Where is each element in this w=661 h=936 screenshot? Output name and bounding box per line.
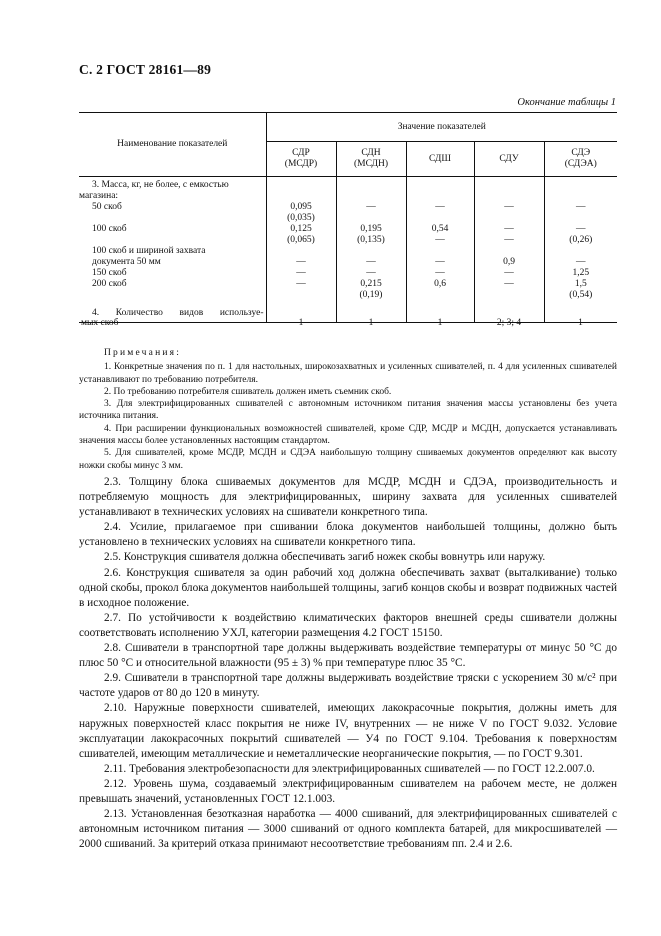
row-label: 100 скоб и шириной захвата документа 50 мм [79,246,266,268]
table-cell: — (0,26) [544,224,617,246]
note-item: 5. Для сшивателей, кроме МСДР, МСДН и СДЭА наибольшую толщину сшиваемых документов определяют как высоту ножки скобы минус 3 мм. [79,448,617,471]
table-notes [79,347,617,472]
paragraph: 2.4. Усилие, прилагаемое при сшивании блока документов наибольшей толщины, должно быть установлено в технических условиях на сшиватели конкретного типа. [79,521,617,549]
note-item: 4. При расширении функциональных возможностей сшивателей, кроме СДР, МСДР и МСДН, допускается устанавливать значения массы более установленных настоящим стандартом. [79,423,617,447]
row-label: мых скоб [81,318,119,328]
paragraph: 2.10. Наружные поверхности сшивателей, имеющих лакокрасочные покрытия, должны иметь для наружных поверхностей класс покрытия не ниже IV, внутренних — не ниже V по ГОСТ 9.032. Условие эксплуатации лакокрасочных покрытий сшивателей — У4 по ГОСТ 9.104. Требования к поверхностям сшивателей, имеющим металлические и неметаллические неорганические покрытия, — по ГОСТ 9.301. [79,702,617,760]
table-row [79,268,617,279]
table-cell: — [406,202,474,224]
table-cell: 0,6 [406,279,474,301]
paragraph: 2.5. Конструкция сшивателя должна обеспечивать загиб ножек скобы вовнутрь или наружу. [104,551,546,564]
column-header: СДУ [474,142,544,177]
row-label: 4. Количество видов используе- [79,308,266,323]
table-cell: 1 [578,318,583,328]
paragraph: 2.8. Сшиватели в транспортной таре должны выдерживать воздействие температуры от минус 50 °С до плюс 50 °С и относительной влажности (95 ± 3) % при температуре плюс 35 °С. [79,642,617,670]
row-label: 3. Масса, кг, не более, с емкостью магазина: [79,177,266,203]
row-label: 200 скоб [79,279,266,301]
document-body [79,475,617,852]
row-label: 150 скоб [79,268,266,279]
table-cell: 0,54 — [406,224,474,246]
table-cell: 0,215 (0,19) [336,279,406,301]
note-item: 2. По требованию потребителя сшиватель должен иметь съемник скоб. [104,386,392,397]
table-cell: 1,25 [544,268,617,279]
table-cell: — [406,268,474,279]
table-row [79,202,617,224]
table-cell: 0,195 (0,135) [336,224,406,246]
table-row [79,177,617,203]
table-cell: — [474,268,544,279]
table-cell: 1,5 (0,54) [544,279,617,301]
page-header: С. 2 ГОСТ 28161—89 [79,62,212,77]
column-header: СДР (МСДР) [266,142,336,177]
paragraph: 2.7. По устойчивости к воздействию климатических факторов внешней среды сшиватели должны соответствовать исполнению УХЛ, категории размещения 4.2 ГОСТ 15150. [79,611,617,639]
table-cell: — [474,202,544,224]
paragraph: 2.6. Конструкция сшивателя за один рабочий ход должна обеспечивать захват (выталкивание) только одной скобы, прокол блока документов наибольшей толщины, загиб концов скобы и возврат подвижных частей в исходное положение. [79,566,617,609]
values-group-header: Значение показателей [266,113,617,142]
table-cell: 0,125 (0,065) [287,224,315,245]
table-cell: 1 [368,318,374,328]
notes-title: Примечания: [104,348,182,358]
column-header: СДЭ (СДЭА) [544,142,617,177]
column-header: СДШ [406,142,474,177]
name-column-header: Наименование показателей [79,113,266,177]
table-row [79,246,617,268]
paragraph: 2.11. Требования электробезопасности для электрифицированных сшивателей — по ГОСТ 12.2.007.0. [104,762,595,775]
table-cell: — [336,246,406,268]
table-cell: — [544,246,617,268]
table-row [79,279,617,301]
table-cell: 0,095 (0,035) [287,202,315,223]
table-caption: Окончание таблицы 1 [517,97,616,108]
table-cell: — [336,268,406,279]
table-cell: 2; 3; 4 [496,318,522,328]
table-cell: — [336,202,406,224]
specs-table [79,112,617,323]
table-row [79,224,617,246]
column-header: СДН (МСДН) [336,142,406,177]
table-cell: 0,9 [474,246,544,268]
table-cell: 1 [437,318,443,328]
table-cell: — [406,246,474,268]
table-cell: — [296,257,306,267]
paragraph: 2.9. Сшиватели в транспортной таре должны выдерживать воздействие тряски с ускорением 30 м/с² при частоте ударов от 80 до 120 в минуту. [79,672,617,700]
row-label: 50 скоб [79,202,266,224]
table-cell: 1 [298,318,304,328]
table-cell: — [474,279,544,301]
paragraph: 2.12. Уровень шума, создаваемый электрифицированным сшивателем на рабочем месте, не должен превышать значений, установленных ГОСТ 12.1.003. [79,777,617,805]
paragraph: 2.3. Толщину блока сшиваемых документов для МСДР, МСДН и СДЭА, производительность и потребляемую мощность для электрифицированных, ширину захвата для усиленных сшивателей устанавливают в технических условиях на сшиватели конкретного типа. [79,476,617,519]
paragraph: 2.13. Установленная безотказная наработка — 4000 сшиваний, для электрифицированных сшивателей с автономным источником питания — 3000 сшиваний от одного комплекта батарей, для микросшивателей — 2000 сшиваний. За критерий отказа принимают несоответствие требованиям пп. 2.4 и 2.6. [79,808,617,851]
note-item: 1. Конкретные значения по п. 1 для настольных, широкозахватных и усиленных сшивателей, п. 4 для усиленных сшивателей устанавливают по требованию потребителя. [79,362,617,385]
note-item: 3. Для электрифицированных сшивателей с автономным источником питания значения массы установлены без учета источника питания. [79,399,617,422]
table-cell: — — [474,224,544,246]
table-cell: — [296,268,306,278]
row-label: 100 скоб [79,224,266,246]
table-cell: — [544,202,617,224]
table-cell: — [296,279,306,289]
